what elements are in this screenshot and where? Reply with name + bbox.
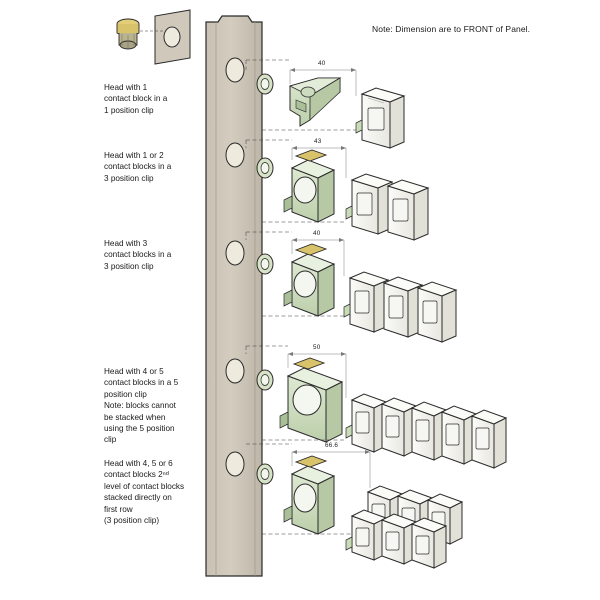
row-2-label-line-3: 3 position clip [104, 173, 154, 183]
row-3-label-line-1: Head with 3 [104, 239, 148, 248]
row-1-label [104, 82, 216, 116]
row-1-label-line-1: Head with 1 [104, 83, 148, 92]
row-1-label-line-2: contact block in a [104, 94, 168, 104]
row-1-dimension: 40 [318, 60, 326, 67]
row-5-label-line-6: (3 position clip) [104, 516, 160, 526]
row-4-label [104, 366, 216, 446]
row-5-label-line-1: Head with 4, 5 or 6 [104, 459, 173, 468]
row-4-dimension: 50 [313, 344, 321, 351]
row-4-label-line-4: Note: blocks cannot [104, 401, 176, 411]
row-5-label-line-2: contact blocks 2ⁿᵈ [104, 470, 169, 480]
row-5-label-line-5: first row [104, 504, 133, 514]
row-3-label [104, 238, 216, 272]
row-2-dimension: 43 [314, 138, 322, 145]
row-4-label-line-1: Head with 4 or 5 [104, 367, 164, 376]
row-4-label-line-5: be stacked when [104, 412, 166, 422]
row-1-assembly [246, 60, 404, 148]
row-2-label [104, 150, 216, 184]
row-3-assembly [246, 232, 456, 342]
row-5-assembly [246, 444, 462, 568]
row-4-label-line-2: contact blocks in a 5 [104, 378, 179, 388]
exploded-head-assembly [117, 10, 190, 64]
row-4-label-line-7: clip [104, 435, 117, 445]
row-2-label-line-1: Head with 1 or 2 [104, 151, 164, 160]
row-4-assembly [246, 346, 506, 468]
front-of-panel-note: Note: Dimension are to FRONT of Panel. [372, 24, 531, 34]
row-3-label-line-2: contact blocks in a [104, 250, 172, 260]
row-5-label-line-4: stacked directly on [104, 493, 172, 503]
row-4-label-line-3: position clip [104, 389, 147, 399]
row-1-label-line-3: 1 position clip [104, 105, 154, 115]
row-5-label-line-3: level of contact blocks [104, 481, 185, 491]
row-3-label-line-3: 3 position clip [104, 261, 154, 271]
row-5-label [104, 458, 216, 526]
row-4-label-line-6: using the 5 position [104, 424, 175, 434]
row-2-label-line-2: contact blocks in a [104, 162, 172, 172]
row-3-dimension: 40 [313, 230, 321, 237]
row-2-assembly [246, 140, 428, 240]
row-5-dimension: 66.6 [325, 442, 339, 449]
